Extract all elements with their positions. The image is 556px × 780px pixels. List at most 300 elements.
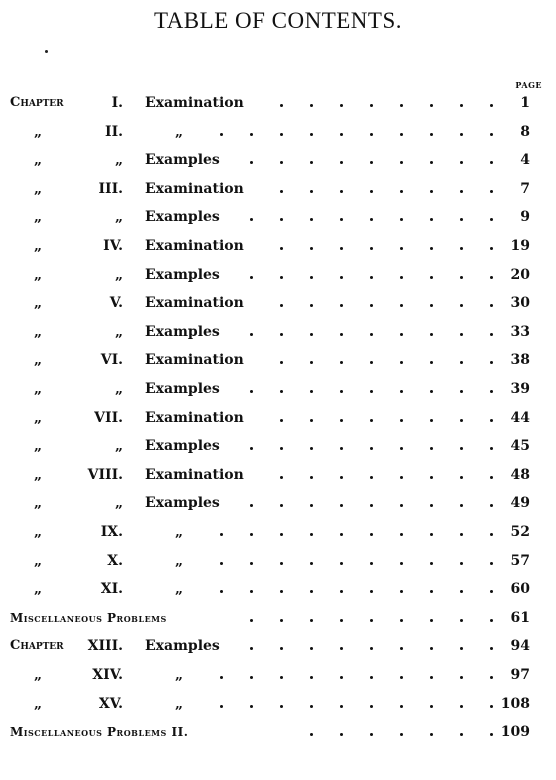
leader-dot	[430, 333, 433, 336]
leader-dot	[310, 218, 313, 221]
entry-label: „	[34, 581, 43, 598]
leader-dot	[400, 419, 403, 422]
leader-dot	[370, 419, 373, 422]
entry-label: Miscellaneous Problems II.	[10, 725, 189, 740]
toc-entry	[0, 664, 556, 686]
leader-dot	[490, 247, 493, 250]
leader-dot	[490, 733, 493, 736]
entry-description: Examination	[145, 295, 244, 312]
leader-dot	[370, 676, 373, 679]
leader-dot	[400, 590, 403, 593]
leader-dot	[460, 562, 463, 565]
entry-page-number: 1	[520, 95, 530, 111]
leader-dot	[220, 705, 223, 708]
leader-dot	[310, 333, 313, 336]
leader-dot	[490, 133, 493, 136]
leader-dot	[310, 104, 313, 107]
entry-label: „	[34, 295, 43, 312]
toc-entry	[0, 149, 556, 171]
toc-entry	[0, 464, 556, 486]
leader-dot	[340, 647, 343, 650]
leader-dot	[490, 276, 493, 279]
leader-dot	[400, 276, 403, 279]
leader-dot	[310, 419, 313, 422]
leader-dot	[400, 562, 403, 565]
entry-page-number: 61	[510, 609, 530, 626]
entry-label: „	[34, 323, 43, 340]
leader-dot	[340, 304, 343, 307]
leader-dot	[340, 104, 343, 107]
leader-dot	[400, 447, 403, 450]
leader-dot	[340, 590, 343, 593]
leader-dot	[430, 133, 433, 136]
entry-description: Examples	[145, 438, 220, 455]
leader-dot	[400, 304, 403, 307]
leader-dot	[430, 390, 433, 393]
leader-dot	[280, 190, 283, 193]
leader-dot	[280, 447, 283, 450]
leader-dot	[460, 619, 463, 622]
entry-chapter-number: VI.	[100, 352, 123, 369]
entry-description: Examples	[145, 209, 220, 226]
leader-dot	[430, 590, 433, 593]
leader-dot	[460, 533, 463, 536]
leader-dot	[280, 218, 283, 221]
leader-dot	[280, 476, 283, 479]
entry-description: Examination	[145, 352, 244, 369]
entry-chapter-number: VII.	[94, 409, 123, 426]
toc-entry	[0, 521, 556, 543]
leader-dot	[460, 590, 463, 593]
leader-dot	[400, 361, 403, 364]
toc-entry	[0, 321, 556, 343]
entry-description: Examination	[145, 238, 244, 254]
entry-page-number: 52	[510, 524, 530, 540]
leader-dot	[430, 647, 433, 650]
entry-chapter-number: „	[114, 152, 123, 169]
leader-dot	[370, 533, 373, 536]
entry-label: „	[34, 209, 43, 226]
leader-dot	[280, 619, 283, 622]
entry-page-number: 94	[510, 638, 530, 655]
entry-description: „	[175, 123, 184, 140]
leader-dot	[400, 133, 403, 136]
leader-dot	[340, 476, 343, 479]
leader-dot	[460, 476, 463, 479]
leader-dot	[460, 705, 463, 708]
leader-dot	[400, 390, 403, 393]
leader-dot	[280, 647, 283, 650]
leader-dot	[310, 361, 313, 364]
entry-chapter-number: „	[114, 266, 123, 283]
entry-description: „	[175, 667, 184, 683]
entry-label: „	[34, 524, 43, 540]
leader-dot	[310, 533, 313, 536]
entry-page-number: 60	[510, 581, 530, 598]
toc-entry	[0, 607, 556, 629]
toc-entry	[0, 378, 556, 400]
leader-dot	[400, 476, 403, 479]
leader-dot	[370, 304, 373, 307]
leader-dot	[400, 533, 403, 536]
leader-dot	[490, 647, 493, 650]
leader-dot	[460, 390, 463, 393]
entry-description: Examination	[145, 180, 244, 197]
leader-dot	[400, 619, 403, 622]
leader-dot	[310, 676, 313, 679]
leader-dot	[250, 218, 253, 221]
leader-dot	[340, 619, 343, 622]
entry-page-number: 38	[510, 352, 530, 369]
entry-description: Examples	[145, 152, 220, 169]
leader-dot	[280, 705, 283, 708]
entry-description: Examples	[145, 638, 220, 655]
entry-page-number: 4	[520, 152, 530, 169]
leader-dot	[280, 161, 283, 164]
leader-dot	[220, 133, 223, 136]
entry-page-number: 108	[500, 695, 530, 712]
entry-page-number: 9	[520, 209, 530, 226]
leader-dot	[490, 361, 493, 364]
leader-dot	[430, 533, 433, 536]
leader-dot	[340, 705, 343, 708]
leader-dot	[250, 590, 253, 593]
leader-dot	[370, 590, 373, 593]
leader-dot	[370, 218, 373, 221]
entry-page-number: 7	[520, 180, 530, 197]
leader-dot	[430, 104, 433, 107]
leader-dot	[280, 333, 283, 336]
leader-dot	[250, 647, 253, 650]
entry-chapter-number: XV.	[98, 695, 123, 712]
leader-dot	[370, 562, 373, 565]
entry-chapter-number: „	[114, 438, 123, 455]
leader-dot	[370, 504, 373, 507]
leader-dot	[280, 590, 283, 593]
leader-dot	[400, 676, 403, 679]
entry-label: „	[34, 438, 43, 455]
leader-dot	[370, 161, 373, 164]
entry-chapter-number: I.	[111, 95, 123, 111]
leader-dot	[460, 647, 463, 650]
leader-dot	[400, 504, 403, 507]
leader-dot	[280, 419, 283, 422]
entry-description: „	[175, 581, 184, 598]
leader-dot	[490, 390, 493, 393]
leader-dot	[310, 733, 313, 736]
leader-dot	[250, 161, 253, 164]
page-title: TABLE OF CONTENTS.	[153, 8, 403, 33]
leader-dot	[280, 133, 283, 136]
leader-dot	[250, 676, 253, 679]
leader-dot	[490, 333, 493, 336]
entry-label: „	[34, 180, 43, 197]
leader-dot	[310, 161, 313, 164]
leader-dot	[340, 190, 343, 193]
toc-entry	[0, 492, 556, 514]
leader-dot	[310, 276, 313, 279]
leader-dot	[490, 218, 493, 221]
leader-dot	[340, 447, 343, 450]
leader-dot	[370, 133, 373, 136]
entry-page-number: 20	[510, 266, 530, 283]
entry-chapter-number: „	[114, 381, 123, 397]
leader-dot	[220, 562, 223, 565]
entry-chapter-number: IX.	[100, 524, 123, 540]
entry-chapter-number: VIII.	[87, 466, 123, 483]
leader-dot	[340, 247, 343, 250]
leader-dot	[280, 504, 283, 507]
leader-dot	[340, 419, 343, 422]
leader-dot	[280, 562, 283, 565]
leader-dot	[460, 676, 463, 679]
entry-page-number: 30	[510, 295, 530, 312]
leader-dot	[400, 190, 403, 193]
leader-dot	[490, 190, 493, 193]
leader-dot	[400, 104, 403, 107]
entry-chapter-number: „	[114, 209, 123, 226]
entry-page-number: 19	[510, 238, 530, 254]
toc-entry	[0, 264, 556, 286]
entry-label: Chapter	[10, 95, 64, 110]
toc-entry	[0, 721, 556, 743]
entry-label: „	[34, 152, 43, 169]
toc-entry	[0, 121, 556, 143]
entry-chapter-number: III.	[98, 180, 123, 197]
leader-dot	[460, 133, 463, 136]
leader-dot	[460, 161, 463, 164]
leader-dot	[340, 333, 343, 336]
leader-dot	[490, 304, 493, 307]
leader-dot	[340, 504, 343, 507]
leader-dot	[400, 733, 403, 736]
leader-dot	[370, 705, 373, 708]
entry-label: Miscellaneous Problems	[10, 610, 167, 625]
leader-dot	[400, 161, 403, 164]
leader-dot	[400, 247, 403, 250]
entry-chapter-number: XIV.	[92, 667, 123, 683]
entry-label: „	[34, 695, 43, 712]
entry-label: „	[34, 495, 43, 512]
leader-dot	[310, 190, 313, 193]
entry-chapter-number: XI.	[100, 581, 123, 598]
entry-label: „	[34, 352, 43, 369]
leader-dot	[430, 218, 433, 221]
leader-dot	[460, 218, 463, 221]
leader-dot	[250, 276, 253, 279]
entry-label: „	[34, 238, 43, 254]
leader-dot	[250, 390, 253, 393]
entry-description: Examples	[145, 495, 220, 512]
entry-label: „	[34, 123, 43, 140]
entry-label: „	[34, 381, 43, 397]
entry-chapter-number: XIII.	[87, 638, 123, 655]
leader-dot	[370, 647, 373, 650]
entry-page-number: 8	[520, 123, 530, 140]
leader-dot	[490, 705, 493, 708]
entry-description: Examination	[145, 466, 244, 483]
leader-dot	[430, 304, 433, 307]
leader-dot	[340, 276, 343, 279]
entry-chapter-number: II.	[105, 123, 123, 140]
entry-description: Examination	[145, 409, 244, 426]
toc-entry	[0, 292, 556, 314]
leader-dot	[400, 333, 403, 336]
leader-dot	[310, 504, 313, 507]
entry-label: „	[34, 667, 43, 683]
toc-entry	[0, 635, 556, 657]
leader-dot	[370, 104, 373, 107]
toc-entry	[0, 235, 556, 257]
leader-dot	[220, 590, 223, 593]
leader-dot	[490, 562, 493, 565]
toc-entry	[0, 435, 556, 457]
leader-dot	[310, 133, 313, 136]
leader-dot	[340, 390, 343, 393]
toc-entry	[0, 178, 556, 200]
leader-dot	[220, 676, 223, 679]
entry-page-number: 57	[510, 552, 530, 569]
leader-dot	[430, 676, 433, 679]
leader-dot	[430, 361, 433, 364]
leader-dot	[460, 333, 463, 336]
entry-label: „	[34, 266, 43, 283]
leader-dot	[460, 419, 463, 422]
leader-dot	[340, 733, 343, 736]
entry-chapter-number: V.	[109, 295, 123, 312]
leader-dot	[310, 647, 313, 650]
entry-page-number: 109	[500, 724, 530, 741]
entry-chapter-number: „	[114, 495, 123, 512]
leader-dot	[250, 705, 253, 708]
leader-dot	[250, 619, 253, 622]
entry-chapter-number: X.	[107, 552, 123, 569]
leader-dot	[490, 676, 493, 679]
leader-dot	[460, 304, 463, 307]
entry-description: „	[175, 524, 184, 540]
leader-dot	[340, 562, 343, 565]
leader-dot	[370, 247, 373, 250]
leader-dot	[280, 304, 283, 307]
leader-dot	[340, 533, 343, 536]
leader-dot	[490, 533, 493, 536]
leader-dot	[400, 647, 403, 650]
entry-page-number: 45	[510, 438, 530, 455]
leader-dot	[280, 390, 283, 393]
leader-dot	[250, 333, 253, 336]
entry-description: Examples	[145, 323, 220, 340]
leader-dot	[430, 733, 433, 736]
leader-dot	[430, 190, 433, 193]
leader-dot	[280, 247, 283, 250]
leader-dot	[430, 419, 433, 422]
entry-description: „	[175, 552, 184, 569]
leader-dot	[310, 447, 313, 450]
entry-page-number: 97	[510, 667, 530, 683]
leader-dot	[430, 562, 433, 565]
leader-dot	[460, 733, 463, 736]
leader-dot	[430, 504, 433, 507]
toc-entry	[0, 206, 556, 228]
leader-dot	[460, 104, 463, 107]
toc-entry	[0, 349, 556, 371]
leader-dot	[370, 733, 373, 736]
leader-dot	[370, 447, 373, 450]
entry-page-number: 44	[510, 409, 530, 426]
ink-speck	[45, 50, 48, 53]
leader-dot	[400, 705, 403, 708]
leader-dot	[490, 447, 493, 450]
leader-dot	[280, 104, 283, 107]
toc-entry	[0, 693, 556, 715]
entry-chapter-number: IV.	[103, 238, 123, 254]
leader-dot	[400, 218, 403, 221]
leader-dot	[250, 447, 253, 450]
leader-dot	[490, 504, 493, 507]
entry-label: „	[34, 409, 43, 426]
leader-dot	[430, 247, 433, 250]
leader-dot	[370, 190, 373, 193]
leader-dot	[430, 619, 433, 622]
leader-dot	[490, 619, 493, 622]
leader-dot	[250, 504, 253, 507]
leader-dot	[430, 161, 433, 164]
leader-dot	[460, 504, 463, 507]
page-column-header: PAGE	[515, 80, 542, 90]
leader-dot	[310, 247, 313, 250]
entry-page-number: 39	[510, 381, 530, 397]
entry-label: „	[34, 466, 43, 483]
leader-dot	[430, 447, 433, 450]
leader-dot	[370, 390, 373, 393]
leader-dot	[460, 361, 463, 364]
leader-dot	[310, 476, 313, 479]
leader-dot	[310, 705, 313, 708]
leader-dot	[310, 590, 313, 593]
leader-dot	[310, 562, 313, 565]
leader-dot	[430, 476, 433, 479]
leader-dot	[310, 619, 313, 622]
leader-dot	[370, 619, 373, 622]
leader-dot	[220, 533, 223, 536]
entry-page-number: 33	[510, 323, 530, 340]
entry-description: „	[175, 695, 184, 712]
leader-dot	[490, 104, 493, 107]
leader-dot	[430, 276, 433, 279]
entry-label: Chapter	[10, 638, 64, 654]
leader-dot	[280, 276, 283, 279]
leader-dot	[370, 476, 373, 479]
entry-label: „	[34, 552, 43, 569]
leader-dot	[370, 276, 373, 279]
leader-dot	[340, 161, 343, 164]
leader-dot	[490, 590, 493, 593]
leader-dot	[490, 476, 493, 479]
leader-dot	[280, 533, 283, 536]
leader-dot	[250, 562, 253, 565]
leader-dot	[490, 419, 493, 422]
leader-dot	[340, 218, 343, 221]
entry-description: Examples	[145, 266, 220, 283]
entry-description: Examples	[145, 381, 220, 397]
leader-dot	[490, 161, 493, 164]
leader-dot	[370, 333, 373, 336]
leader-dot	[430, 705, 433, 708]
entry-page-number: 49	[510, 495, 530, 512]
leader-dot	[460, 190, 463, 193]
leader-dot	[310, 390, 313, 393]
toc-entry	[0, 578, 556, 600]
